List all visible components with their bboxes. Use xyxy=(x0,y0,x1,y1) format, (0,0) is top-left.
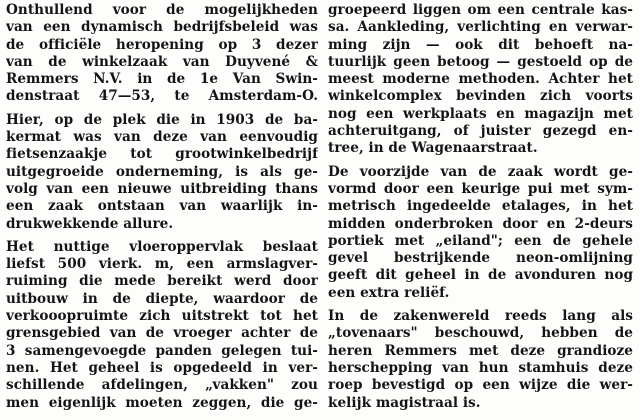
text-line: grensgebied van de vroeger achter de xyxy=(6,325,318,342)
text-line: van de winkelzaak van Duyvené & xyxy=(6,53,318,70)
text-line: Het nuttige vloeroppervlak beslaat xyxy=(6,238,318,255)
text-line: uitbouw in de diepte, waardoor de xyxy=(6,290,318,307)
text-line: winkelcomplex bevinden zich voorts xyxy=(328,88,633,105)
text-line: tuurlijk geen betoog — gestoeld op de xyxy=(328,53,633,70)
text-line: Onthullend voor de mogelijkheden xyxy=(6,2,318,18)
text-line: metrisch ingedeelde etalages, in het xyxy=(328,198,633,215)
text-line: groepeerd liggen om een centrale kas- xyxy=(328,2,633,18)
text-line: nog een werkplaats en magazijn met xyxy=(328,105,633,122)
text-line: volg van een nieuwe uitbreiding thans xyxy=(6,180,318,197)
text-line: kelijk magistraal is. xyxy=(328,394,481,411)
text-line: denstraat 47—53, te Amsterdam-O. xyxy=(6,88,318,105)
text-line: fietsenzaakje tot grootwinkelbedrijf xyxy=(6,146,318,163)
text-line: herschepping van hun stamhuis deze xyxy=(328,359,633,376)
text-line: een extra reliëf. xyxy=(328,284,450,301)
paragraph-layout xyxy=(328,2,633,158)
text-line: nen. Het geheel is opgedeeld in ver- xyxy=(6,359,318,376)
text-line: achteruitgang, of juister gezegd en- xyxy=(328,123,633,140)
text-line: Hier, op de plek die in 1903 de ba- xyxy=(6,111,318,128)
paragraph-facade xyxy=(328,164,633,302)
paragraph-floorspace xyxy=(6,239,318,412)
text-line: portiek met „eiland"; een de gehele xyxy=(328,232,633,249)
text-line: drukwekkende allure. xyxy=(6,215,174,232)
text-line: de officiële heropening op 3 dezer xyxy=(6,36,318,53)
text-line: vormd door een keurige pui met sym- xyxy=(328,180,633,197)
paragraph-history xyxy=(6,112,318,233)
text-line: roep bevestigd op een wijze die wer- xyxy=(328,377,633,394)
text-line: In de zakenwereld reeds lang als xyxy=(328,308,633,325)
text-line: schillende afdelingen, „vakken" zou xyxy=(6,377,318,394)
text-line: ming zijn — ook dit behoeft na- xyxy=(328,36,633,53)
right-column xyxy=(328,2,633,418)
text-line: geeft dit geheel in de avonduren nog xyxy=(328,267,633,284)
text-line: men eigenlijk moeten zeggen, die ge- xyxy=(6,394,318,411)
text-line: gevel bestrijkende neon-omlijning xyxy=(328,250,633,267)
text-line: De voorzijde van de zaak wordt ge- xyxy=(328,163,633,180)
text-line: midden onderbroken door en 2-deurs xyxy=(328,215,633,232)
paragraph-opening xyxy=(6,2,318,106)
text-line: meest moderne methoden. Achter het xyxy=(328,71,633,88)
text-line: sa. Aankleding, verlichting en verwar- xyxy=(328,19,633,36)
text-line: Remmers N.V. in de 1e Van Swin- xyxy=(6,71,318,88)
text-line: verkooopruimte zich uitstrekt tot het xyxy=(6,308,318,325)
left-column xyxy=(6,2,318,418)
text-line: „tovenaars" beschouwd, hebben de xyxy=(328,325,633,342)
text-line: uitgegroeide onderneming, is als ge- xyxy=(6,163,318,180)
text-line: een zaak ontstaan van waarlijk in- xyxy=(6,198,318,215)
text-line: tree, in de Wagenaarstraat. xyxy=(328,140,538,157)
text-line: ruiming die mede bereikt werd door xyxy=(6,273,318,290)
text-line: heren Remmers met deze grandioze xyxy=(328,342,633,359)
text-line: liefst 500 vierk. m, een armslagver- xyxy=(6,256,318,273)
paragraph-closing xyxy=(328,308,633,412)
text-line: van een dynamisch bedrijfsbeleid was xyxy=(6,19,318,36)
text-line: kermat was van deze van eenvoudig xyxy=(6,129,318,146)
text-line: 3 samengevoegde panden gelegen tui- xyxy=(6,342,318,359)
